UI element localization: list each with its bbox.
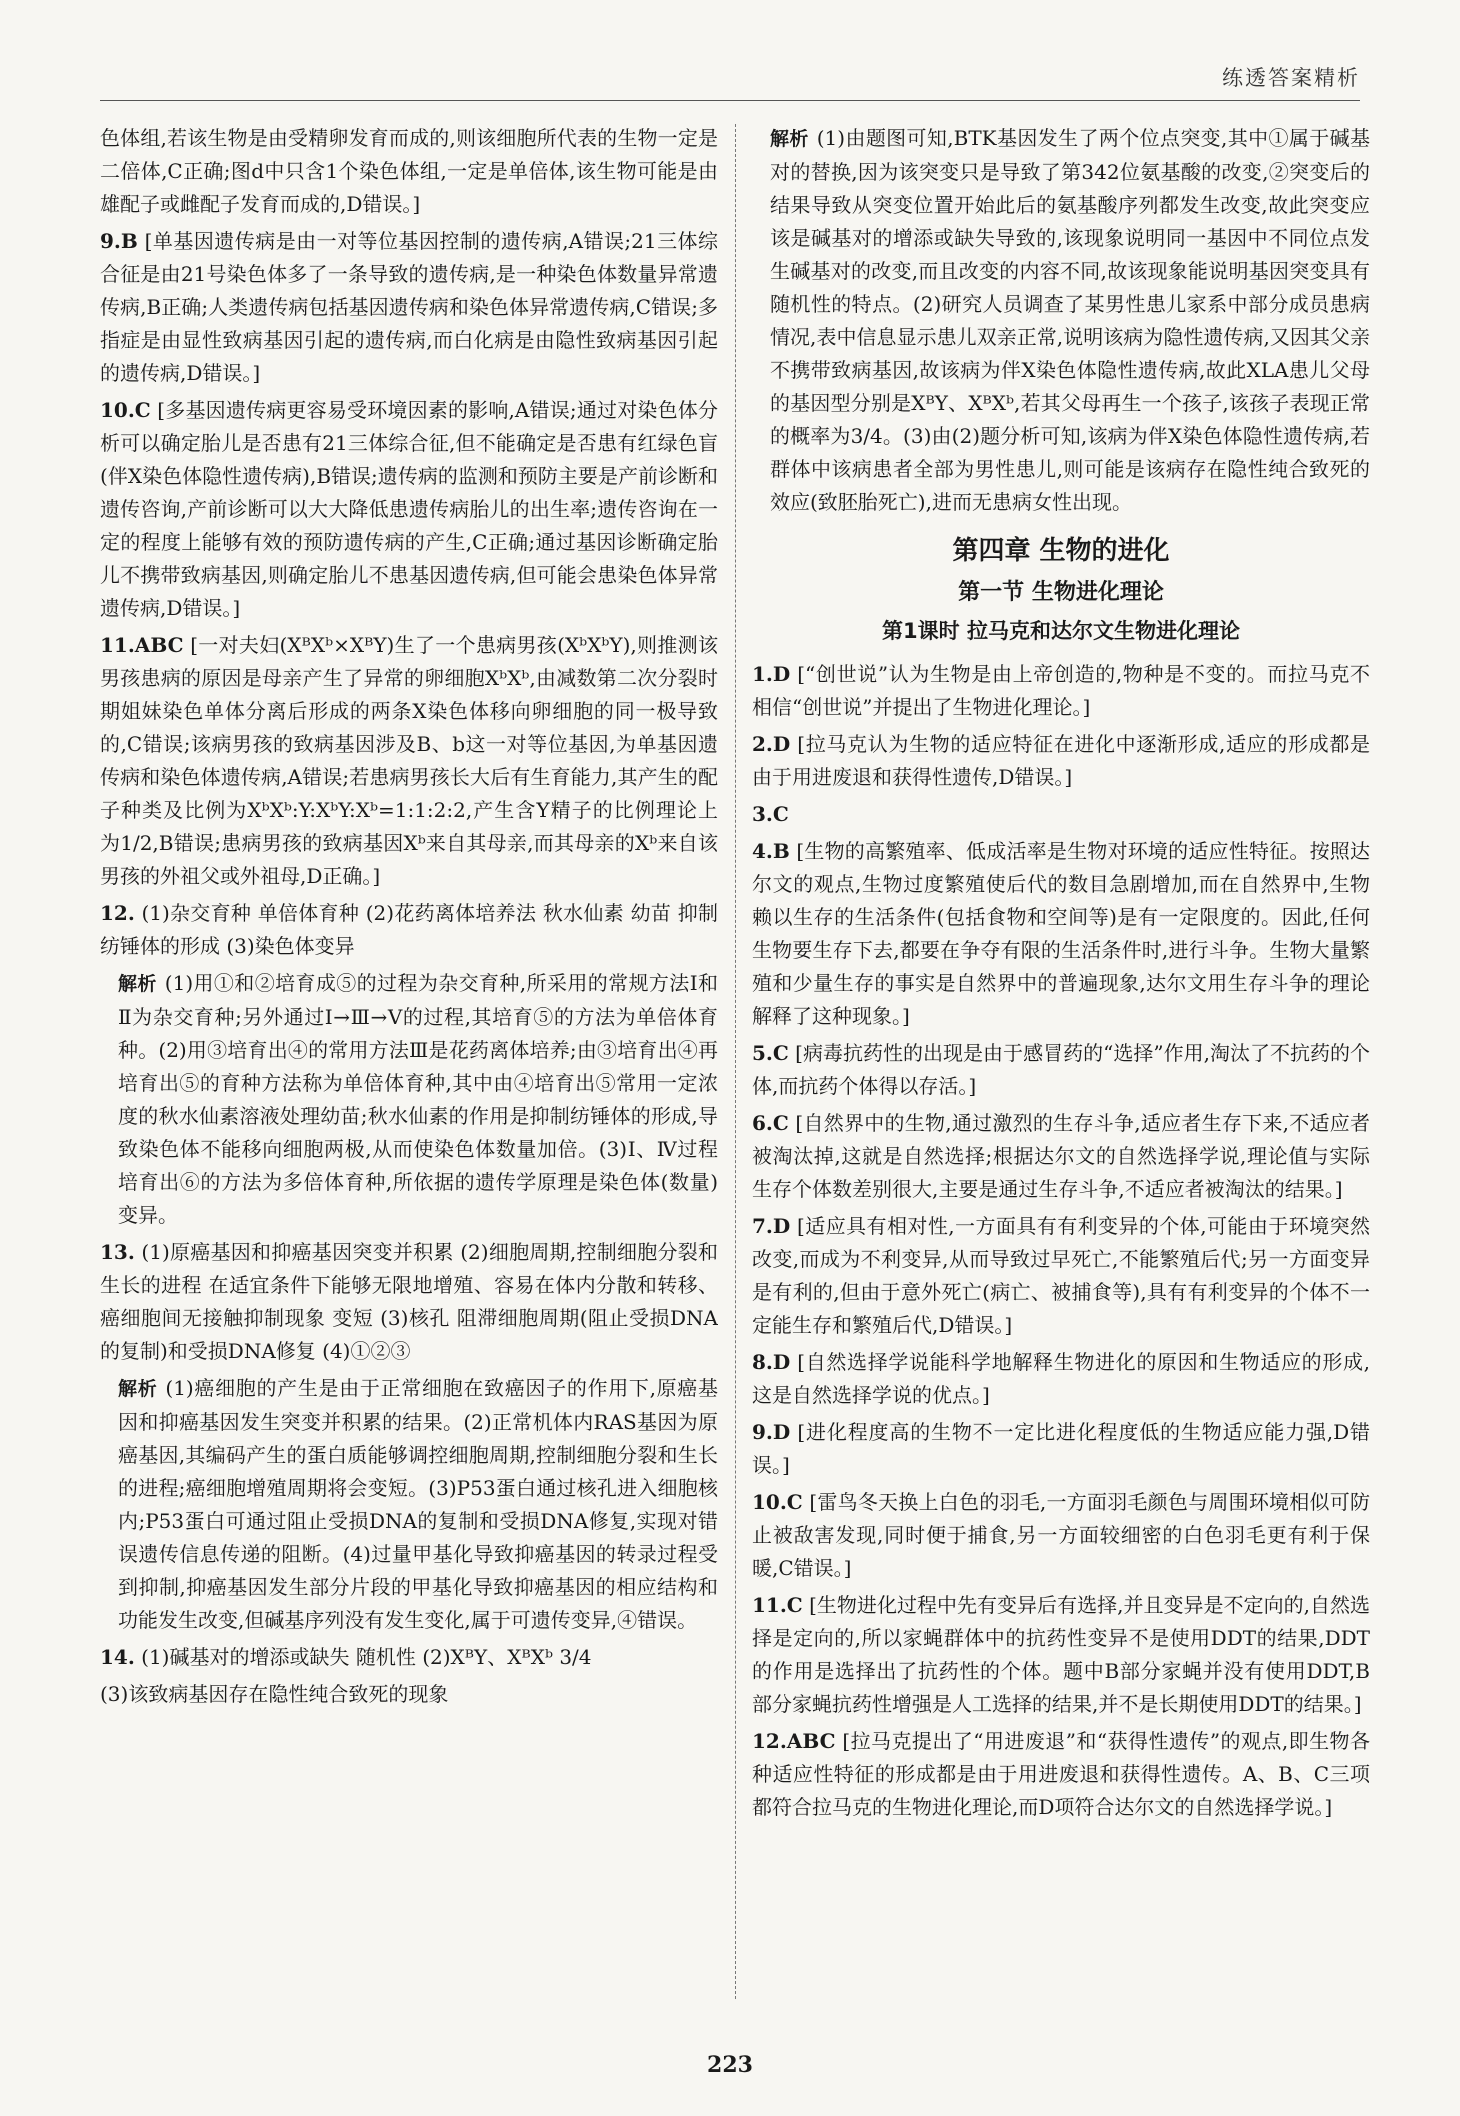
answer-item bbox=[752, 1725, 1370, 1824]
answer-text: [生物的高繁殖率、低成活率是生物对环境的适应性特征。按照达尔文的观点,生物过度繁殖使后代的数目急剧增加,而在自然界中,生物赖以生存的生活条件(包括食物和空间等)是有一定限度的。因此,任何生物要生存下去,都要在争夺有限的生活条件时,进行斗争。生物大量繁殖和少量生存的事实是自然界中的普遍现象,达尔文用生存斗争的理论解释了这种现象。] bbox=[752, 839, 1370, 1028]
answer-item bbox=[752, 728, 1370, 794]
answer-text: [多基因遗传病更容易受环境因素的影响,A错误;通过对染色体分析可以确定胎儿是否患有21三体综合征,但不能确定是否患有红绿色盲(伴X染色体隐性遗传病),B错误;遗传病的监测和预防主要是产前诊断和遗传咨询,产前诊断可以大大降低患遗传病胎儿的出生率;遗传咨询在一定的程度上能够有效的预防遗传病的产生,C正确;通过基因诊断确定胎儿不携带致病基因,则确定胎儿不患基因遗传病,但可能会患染色体异常遗传病,D错误。] bbox=[100, 398, 718, 620]
answer-number: 10.C bbox=[100, 398, 151, 422]
answer-item bbox=[752, 798, 1370, 831]
answer-text: [生物进化过程中先有变异后有选择,并且变异是不定向的,自然选择是定向的,所以家蝇群体中的抗药性变异不是使用DDT的结果,DDT的作用是选择出了抗药性的个体。题中B部分家蝇并没有使用DDT,B部分家蝇抗药性增强是人工选择的结果,并不是长期使用DDT的结果。] bbox=[752, 1593, 1370, 1716]
answer-text: [雷鸟冬天换上白色的羽毛,一方面羽毛颜色与周围环境相似可防止被敌害发现,同时便于捕食,另一方面较细密的白色羽毛更有利于保暖,C错误。] bbox=[752, 1490, 1370, 1580]
analysis-tag: 解析 bbox=[118, 973, 157, 995]
answer-number: 9.B bbox=[100, 229, 138, 253]
continued-paragraph: 色体组,若该生物是由受精卵发育而成的,则该细胞所代表的生物一定是二倍体,C正确;图d中只含1个染色体组,一定是单倍体,该生物可能是由雄配子或雌配子发育而成的,D错误。] bbox=[100, 126, 718, 216]
right-column bbox=[752, 122, 1370, 2032]
answer-number: 1.D bbox=[752, 662, 791, 686]
answer-item bbox=[752, 1346, 1370, 1412]
analysis-tag: 解析 bbox=[770, 128, 809, 150]
answer-number: 11.C bbox=[752, 1593, 803, 1617]
analysis-text: (1)由题图可知,BTK基因发生了两个位点突变,其中①属于碱基对的替换,因为该突变只是导致了第342位氨基酸的改变,②突变后的结果导致从突变位置开始此后的氨基酸序列都发生改变,故此突变应该是碱基对的增添或缺失导致的,该现象说明同一基因中不同位点发生碱基对的改变,而且改变的内容不同,故该现象能说明基因突变具有随机性的特点。(2)研究人员调查了某男性患儿家系中部分成员患病情况,表中信息显示患儿双亲正常,说明该病为隐性遗传病,又因其父亲不携带致病基因,故该病为伴X染色体隐性遗传病,故此XLA患儿父母的基因型分别是XᴮY、XᴮXᵇ,若其父母再生一个孩子,该孩子表现正常的概率为3/4。(3)由(2)题分析可知,该病为伴X染色体隐性遗传病,若群体中该病患者全部为男性患儿,则可能是该病存在隐性纯合致死的效应(致胚胎死亡),进而无患病女性出现。 bbox=[770, 126, 1370, 514]
answer-number: 2.D bbox=[752, 732, 791, 756]
answer-number: 14. bbox=[100, 1645, 135, 1669]
continued-paragraph: (3)该致病基因存在隐性纯合致死的现象 bbox=[100, 1682, 449, 1706]
answer-text: [单基因遗传病是由一对等位基因控制的遗传病,A错误;21三体综合征是由21号染色体多了一条导致的遗传病,是一种染色体数量异常遗传病,B正确;人类遗传病包括基因遗传病和染色体异常遗传病,C错误;多指症是由显性致病基因引起的遗传病,而白化病是由隐性致病基因引起的遗传病,D错误。] bbox=[100, 229, 718, 385]
answer-number: 6.C bbox=[752, 1111, 789, 1135]
answer-item bbox=[100, 1236, 718, 1368]
answer-item bbox=[752, 1589, 1370, 1721]
analysis-text: (1)癌细胞的产生是由于正常细胞在致癌因子的作用下,原癌基因和抑癌基因发生突变并积累的结果。(2)正常机体内RAS基因为原癌基因,其编码产生的蛋白质能够调控细胞周期,控制细胞分裂和生长的进程;癌细胞增殖周期将会变短。(3)P53蛋白通过核孔进入细胞核内;P53蛋白可通过阻止受损DNA的复制和受损DNA修复,实现对错误遗传信息传递的阻断。(4)过量甲基化导致抑癌基因的转录过程受到抑制,抑癌基因发生部分片段的甲基化导致抑癌基因的相应结构和功能发生改变,但碱基序列没有发生变化,属于可遗传变异,④错误。 bbox=[118, 1376, 718, 1632]
answer-item bbox=[100, 1641, 718, 1674]
answer-text: (1)碱基对的增添或缺失 随机性 (2)XᴮY、XᴮXᵇ 3/4 bbox=[141, 1645, 592, 1669]
answer-text: [自然界中的生物,通过激烈的生存斗争,适应者生存下来,不适应者被淘汰掉,这就是自然选择;根据达尔文的自然选择学说,理论值与实际生存个体数差别很大,主要是通过生存斗争,不适应者被淘汰的结果。] bbox=[752, 1111, 1370, 1201]
section-heading: 第一节 生物进化理论 bbox=[958, 580, 1164, 605]
answer-text: [“创世说”认为生物是由上帝创造的,物种是不变的。而拉马克不相信“创世说”并提出了生物进化理论。] bbox=[752, 662, 1370, 719]
answer-number: 3.C bbox=[752, 802, 789, 826]
answer-item bbox=[100, 394, 718, 625]
answer-number: 7.D bbox=[752, 1214, 791, 1238]
answer-text: [病毒抗药性的出现是由于感冒药的“选择”作用,淘汰了不抗药的个体,而抗药个体得以存活。] bbox=[752, 1041, 1370, 1098]
chapter-heading: 第四章 生物的进化 bbox=[952, 536, 1170, 566]
answer-text: [拉马克认为生物的适应特征在进化中逐渐形成,适应的形成都是由于用进废退和获得性遗传,D错误。] bbox=[752, 732, 1370, 789]
answer-text: [进化程度高的生物不一定比进化程度低的生物适应能力强,D错误。] bbox=[752, 1420, 1370, 1477]
answer-text: [拉马克提出了“用进废退”和“获得性遗传”的观点,即生物各种适应性特征的形成都是由于用进废退和获得性遗传。A、B、C三项都符合拉马克的生物进化理论,而D项符合达尔文的自然选择学说。] bbox=[752, 1729, 1370, 1819]
answer-number: 9.D bbox=[752, 1420, 791, 1444]
answer-text: (1)杂交育种 单倍体育种 (2)花药离体培养法 秋水仙素 幼苗 抑制纺锤体的形成 (3)染色体变异 bbox=[100, 901, 718, 958]
answer-item bbox=[100, 225, 718, 390]
page-number: 223 bbox=[707, 2052, 753, 2078]
answer-item bbox=[752, 1037, 1370, 1103]
answer-number: 8.D bbox=[752, 1350, 791, 1374]
analysis-block bbox=[752, 122, 1370, 519]
answer-number: 13. bbox=[100, 1240, 135, 1264]
answer-number: 5.C bbox=[752, 1041, 789, 1065]
answer-text: (1)原癌基因和抑癌基因突变并积累 (2)细胞周期,控制细胞分裂和生长的进程 在适宜条件下能够无限地增殖、容易在体内分散和转移、癌细胞间无接触抑制现象 变短 (3)核孔 阻滞细胞周期(阻止受损DNA的复制)和受损DNA修复 (4)①②③ bbox=[100, 1240, 718, 1363]
answer-number: 11.ABC bbox=[100, 633, 184, 657]
answer-item bbox=[752, 658, 1370, 724]
header-label: 练透答案精析 bbox=[1222, 66, 1360, 90]
answer-item bbox=[752, 1486, 1370, 1585]
answer-item bbox=[752, 1210, 1370, 1342]
answer-text: [自然选择学说能科学地解释生物进化的原因和生物适应的形成,这是自然选择学说的优点。] bbox=[752, 1350, 1370, 1407]
answer-item bbox=[752, 1107, 1370, 1206]
analysis-block bbox=[100, 967, 718, 1232]
answer-number: 10.C bbox=[752, 1490, 803, 1514]
analysis-tag: 解析 bbox=[118, 1378, 158, 1400]
analysis-text: (1)用①和②培育成⑤的过程为杂交育种,所采用的常规方法Ⅰ和Ⅱ为杂交育种;另外通过Ⅰ→Ⅲ→Ⅴ的过程,其培育⑤的方法为单倍体育种。(2)用③培育出④的常用方法Ⅲ是花药离体培养;由③培育出④再培育出⑤的育种方法称为单倍体育种,其中由④培育出⑤常用一定浓度的秋水仙素溶液处理幼苗;秋水仙素的作用是抑制纺锤体的形成,导致染色体不能移向细胞两极,从而使染色体数量加倍。(3)Ⅰ、Ⅳ过程培育出⑥的方法为多倍体育种,所依据的遗传学原理是染色体(数量)变异。 bbox=[118, 971, 718, 1227]
answer-number: 12.ABC bbox=[752, 1729, 836, 1753]
left-column bbox=[100, 122, 718, 2032]
answer-number: 4.B bbox=[752, 839, 790, 863]
lesson-heading: 第1课时 拉马克和达尔文生物进化理论 bbox=[882, 619, 1240, 643]
answer-text: [适应具有相对性,一方面具有有利变异的个体,可能由于环境突然改变,而成为不利变异,从而导致过早死亡,不能繁殖后代;另一方面变异是有利的,但由于意外死亡(病亡、被捕食等),具有有利变异的个体不一定能生存和繁殖后代,D错误。] bbox=[752, 1214, 1370, 1337]
header-rule bbox=[100, 100, 1360, 101]
column-divider bbox=[735, 124, 736, 1999]
answer-item bbox=[100, 897, 718, 963]
analysis-block bbox=[100, 1372, 718, 1637]
answer-item bbox=[752, 835, 1370, 1033]
answer-item bbox=[100, 629, 718, 893]
answer-text: [一对夫妇(XᴮXᵇ×XᴮY)生了一个患病男孩(XᵇXᵇY),则推测该男孩患病的原因是母亲产生了异常的卵细胞XᵇXᵇ,由减数第二次分裂时期姐妹染色单体分离后形成的两条X染色体移向卵细胞的同一极导致的,C错误;该病男孩的致病基因涉及B、b这一对等位基因,为单基因遗传病和染色体遗传病,A错误;若患病男孩长大后有生育能力,其产生的配子种类及比例为XᵇXᵇ:Y:XᵇY:Xᵇ=1:1:2:2,产生含Y精子的比例理论上为1/2,B错误;患病男孩的致病基因Xᵇ来自其母亲,而其母亲的Xᵇ来自该男孩的外祖父或外祖母,D正确。] bbox=[100, 633, 718, 888]
answer-number: 12. bbox=[100, 901, 135, 925]
answer-item bbox=[752, 1416, 1370, 1482]
